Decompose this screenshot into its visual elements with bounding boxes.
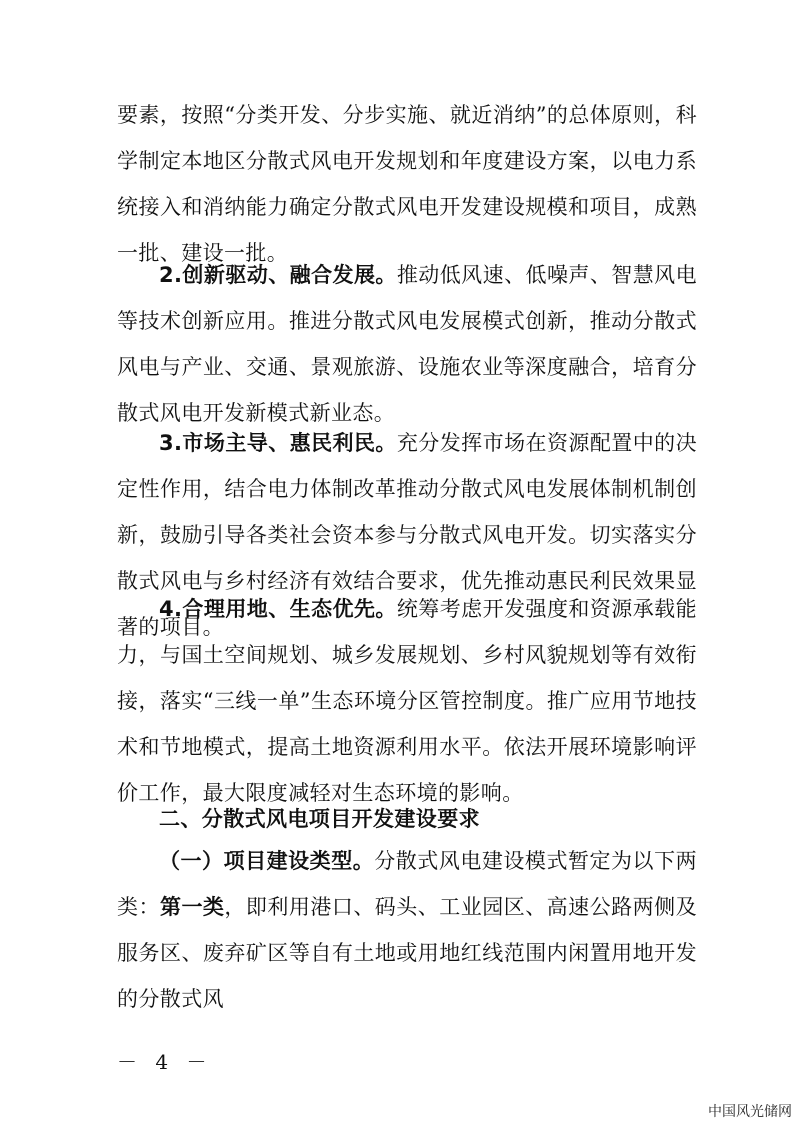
paragraph-market-lead: 3.市场主导、惠民利民。: [159, 431, 397, 455]
paragraph-project-types: [117, 838, 697, 1022]
paragraph-land-use: [117, 586, 697, 816]
watermark: 中国风光储网: [708, 1104, 792, 1120]
paragraph-project-types-lead: （一）项目建设类型。: [159, 849, 375, 873]
paragraph-intro: [117, 92, 697, 276]
paragraph-land-use-text: 统筹考虑开发强度和资源承载能力，与国土空间规划、城乡发展规划、乡村风貌规划等有效衔接，落实“三线一单”生态环境分区管控制度。推广应用节地技术和节地模式，提高土地资源利用水平。依法开展环境影响评价工作，最大限度减轻对生态环境的影响。: [117, 597, 697, 805]
paragraph-innovation-text: 推动低风速、低噪声、智慧风电等技术创新应用。推进分散式风电发展模式创新，推动分散式风电与产业、交通、景观旅游、设施农业等深度融合，培育分散式风电开发新模式新业态。: [117, 263, 697, 425]
paragraph-first-category-lead: 第一类: [159, 895, 225, 919]
paragraph-intro-text: 要素，按照“分类开发、分步实施、就近消纳”的总体原则，科学制定本地区分散式风电开发规划和年度建设方案，以电力系统接入和消纳能力确定分散式风电开发建设规模和项目，成熟一批、建设一批。: [117, 103, 697, 265]
page-number: － 4 －: [117, 1050, 213, 1074]
paragraph-innovation-lead: 2.创新驱动、融合发展。: [159, 263, 397, 287]
section-heading: 二、分散式风电项目开发建设要求: [159, 807, 480, 831]
paragraph-market-text: 充分发挥市场在资源配置中的决定性作用，结合电力体制改革推动分散式风电发展体制机制创新，鼓励引导各类社会资本参与分散式风电开发。切实落实分散式风电与乡村经济有效结合要求，优先推动惠民利民效果显著的项目。: [117, 431, 697, 639]
paragraph-first-category-text: ，即利用港口、码头、工业园区、高速公路两侧及服务区、废弃矿区等自有土地或用地红线范围内闲置用地开发的分散式风: [117, 895, 697, 1011]
paragraph-land-use-lead: 4.合理用地、生态优先。: [159, 597, 397, 621]
paragraph-project-types-text: 分散式风电建设模式暂定为以下两类：: [117, 849, 697, 919]
paragraph-innovation: [117, 252, 697, 436]
